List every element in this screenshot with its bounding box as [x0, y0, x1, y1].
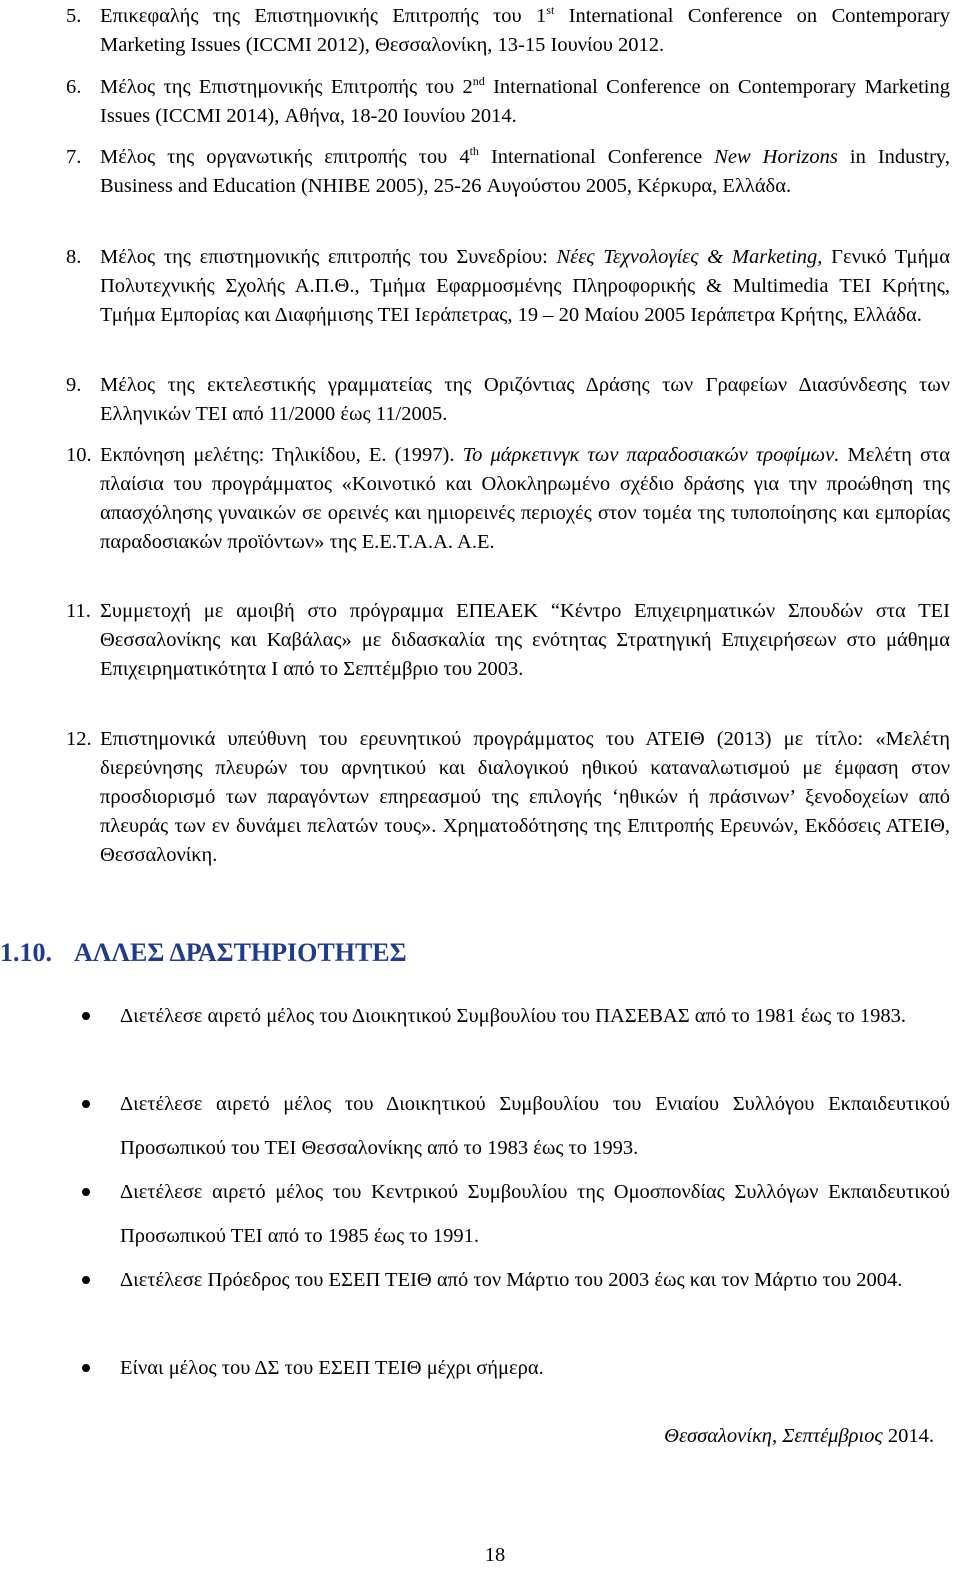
- list-item: [66, 441, 950, 557]
- list-item: [66, 73, 950, 131]
- bullet-item: [120, 1170, 950, 1258]
- list-item: [66, 2, 950, 60]
- item-text: Επικεφαλής της Επιστημονικής Επιτροπής του 1st International Conference on Contemporary Marketing Issues (ICCMI 2012), Θεσσαλονίκη, 13-15 Ιουνίου 2012.: [100, 3, 950, 56]
- bullet-text: Διετέλεσε αιρετό μέλος του Διοικητικού Συμβουλίου του Ενιαίου Συλλόγου Εκπαιδευτικού Προσωπικού του ΤΕΙ Θεσσαλονίκης από το 1983 έως το 1993.: [120, 1093, 950, 1159]
- item-text: Συμμετοχή με αμοιβή στο πρόγραμμα ΕΠΕΑΕΚ “Κέντρο Επιχειρηματικών Σπουδών στα ΤΕΙ Θεσσαλονίκης και Καβάλας» με διδασκαλία της ενότητας Στρατηγική Επιχειρήσεων στο μάθημα Επιχειρηματικότητα Ι από το Σεπτέμβριο του 2003.: [100, 600, 950, 680]
- signature-line: [664, 1422, 934, 1451]
- item-text: Μέλος της εκτελεστικής γραμματείας της Οριζόντιας Δράσης των Γραφείων Διασύνδεσης των Ελληνικών ΤΕΙ από 11/2000 έως 11/2005.: [100, 374, 950, 425]
- bullet-text: Διετέλεσε αιρετό μέλος του Κεντρικού Συμβουλίου της Ομοσπονδίας Συλλόγων Εκπαιδευτικού Προσωπικού ΤΕΙ από το 1985 έως το 1991.: [120, 1181, 950, 1247]
- bullet-icon: [82, 1012, 90, 1020]
- item-number: 7.: [66, 146, 82, 168]
- bullet-icon: [82, 1364, 90, 1372]
- item-number: 12.: [66, 728, 92, 750]
- list-item: [66, 243, 950, 330]
- bullet-item: [120, 1082, 950, 1170]
- item-number: 10.: [66, 444, 92, 466]
- item-number: 6.: [66, 76, 82, 98]
- section-number: 1.10.: [0, 938, 52, 967]
- bullet-item: [120, 1346, 950, 1390]
- list-item: [66, 143, 950, 201]
- bullet-icon: [82, 1276, 90, 1284]
- item-text: Μέλος της Επιστημονικής Επιτροπής του 2nd International Conference on Contemporary Marketing Issues (ICCMI 2014), Αθήνα, 18-20 Ιουνίου 2014.: [100, 74, 951, 127]
- bullet-item: [120, 994, 950, 1038]
- bullet-item: [120, 1258, 950, 1302]
- page-number: 18: [484, 1544, 506, 1566]
- bullet-icon: [82, 1188, 90, 1196]
- item-number: 11.: [66, 600, 91, 622]
- item-text: Εκπόνηση μελέτης: Τηλικίδου, Ε. (1997). Το μάρκετινγκ των παραδοσιακών τροφίμων. Μελέτη στα πλαίσια του προγράμματος «Κοινοτικό και Ολοκληρωμένο σχέδιο δράσης για την προώθηση της απασχόλησης γυναικών σε ορεινές και ημιορεινές περιοχές στον τομέα της τυποποίησης και εμπορίας παραδοσιακών προϊόντων» της Ε.Ε.Τ.Α.Α. Α.Ε.: [100, 444, 951, 553]
- list-item: [66, 371, 950, 429]
- item-text: Μέλος της επιστημονικής επιτροπής του Συνεδρίου: Νέες Τεχνολογίες & Marketing, Γενικό Τμήμα Πολυτεχνικής Σχολής Α.Π.Θ., Τμήμα Εφαρμοσμένης Πληροφορικής & Multimedia ΤΕΙ Κρήτης, Τμήμα Εμπορίας και Διαφήμισης ΤΕΙ Ιεράπετρας, 19 – 20 Μαίου 2005 Ιεράπετρα Κρήτης, Ελλάδα.: [100, 246, 950, 326]
- item-text: Μέλος της οργανωτικής επιτροπής του 4th International Conference New Horizons in Industry, Business and Education (NHIBE 2005), 25-26 Αυγούστου 2005, Κέρκυρα, Ελλάδα.: [100, 144, 950, 197]
- item-text: Επιστημονικά υπεύθυνη του ερευνητικού προγράμματος του ΑΤΕΙΘ (2013) με τίτλο: «Μελέτη διερεύνησης πλευρών του αρνητικού και διαλογικού ηθικού καταναλωτισμού με έμφαση στον προσδιορισμό των παραγόντων επηρεασμού της επιλογής ‘ηθικών ή πράσινων’ ξενοδοχείων από πλευράς των εν δυνάμει πελατών τους». Χρηματοδότησης της Επιτροπής Ερευνών, Εκδόσεις ΑΤΕΙΘ, Θεσσαλονίκη.: [100, 728, 950, 866]
- list-item: [66, 725, 950, 870]
- list-item: [66, 597, 950, 684]
- item-number: 8.: [66, 246, 82, 268]
- item-number: 5.: [66, 5, 82, 27]
- signature-place-date: Θεσσαλονίκη, Σεπτέμβριος: [664, 1425, 883, 1447]
- bullet-text: Διετέλεσε αιρετό μέλος του Διοικητικού Συμβουλίου του ΠΑΣΕΒΑΣ από το 1981 έως το 1983.: [120, 1005, 907, 1027]
- bullet-text: Διετέλεσε Πρόεδρος του ΕΣΕΠ ΤΕΙΘ από τον Μάρτιο του 2003 έως και τον Μάρτιο του 2004.: [120, 1269, 903, 1291]
- item-number: 9.: [66, 374, 82, 396]
- bullet-icon: [82, 1100, 90, 1108]
- signature-year: 2014.: [882, 1425, 934, 1447]
- section-title: ΑΛΛΕΣ ΔΡΑΣΤΗΡΙΟΤΗΤΕΣ: [74, 938, 407, 967]
- bullet-text: Είναι μέλος του ΔΣ του ΕΣΕΠ ΤΕΙΘ μέχρι σήμερα.: [120, 1357, 544, 1379]
